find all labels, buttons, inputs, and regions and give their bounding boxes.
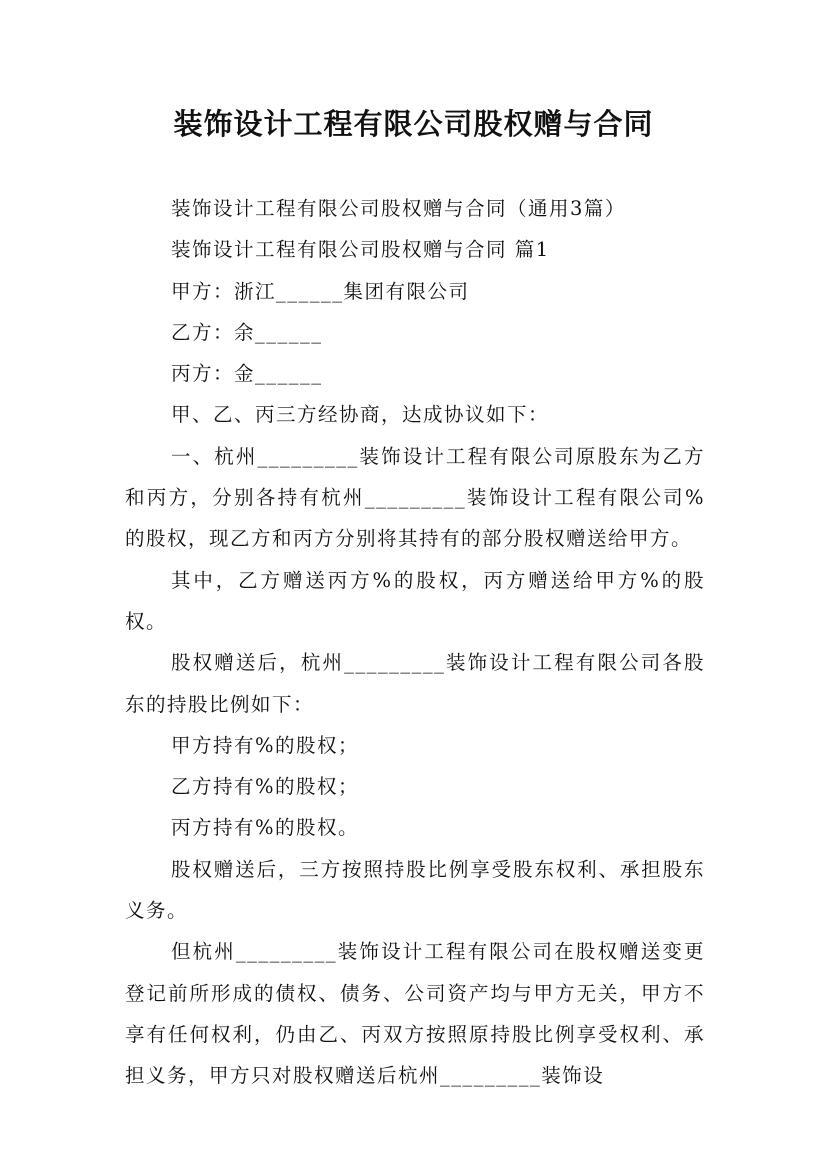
paragraph-party-b: 乙方：余______ xyxy=(171,320,323,344)
paragraph-party-c-share: 丙方持有%的股权。 xyxy=(171,816,360,840)
paragraph-party-b-share: 乙方持有%的股权； xyxy=(171,775,360,799)
paragraph-clause-1: 一、杭州_________装饰设计工程有限公司原股东为乙方和丙方，分别各持有杭州_________装饰设计工程有限公司%的股权，现乙方和丙方分别将其持有的部分股权赠送给甲方。 xyxy=(125,444,705,551)
paragraph-transfer-detail: 其中，乙方赠送丙方%的股权，丙方赠送给甲方%的股权。 xyxy=(125,568,705,633)
paragraph-party-a: 甲方：浙江______集团有限公司 xyxy=(171,279,470,303)
paragraph-post-transfer: 股权赠送后，杭州_________装饰设计工程有限公司各股东的持股比例如下： xyxy=(125,651,705,716)
document-title: 装饰设计工程有限公司股权赠与合同 xyxy=(173,107,654,141)
paragraph-subtitle: 装饰设计工程有限公司股权赠与合同（通用3篇） xyxy=(171,197,626,220)
paragraph-heading: 装饰设计工程有限公司股权赠与合同 篇1 xyxy=(171,238,550,262)
paragraph-party-a-share: 甲方持有%的股权； xyxy=(171,733,360,757)
paragraph-rights-obligations: 股权赠送后，三方按照持股比例享受股东权利、承担股东义务。 xyxy=(125,857,705,923)
paragraph-liabilities: 但杭州_________装饰设计工程有限公司在股权赠送变更登记前所形成的债权、债务、公司资产均与甲方无关，甲方不享有任何权利，仍由乙、丙双方按照原持股比例享受权利、承担义务，甲方只对股权赠送后杭州_________装饰设 xyxy=(125,940,705,1088)
paragraph-agreement-intro: 甲、乙、丙三方经协商，达成协议如下： xyxy=(171,403,550,427)
paragraph-party-c: 丙方：金______ xyxy=(171,362,323,386)
document-body xyxy=(125,188,705,1097)
